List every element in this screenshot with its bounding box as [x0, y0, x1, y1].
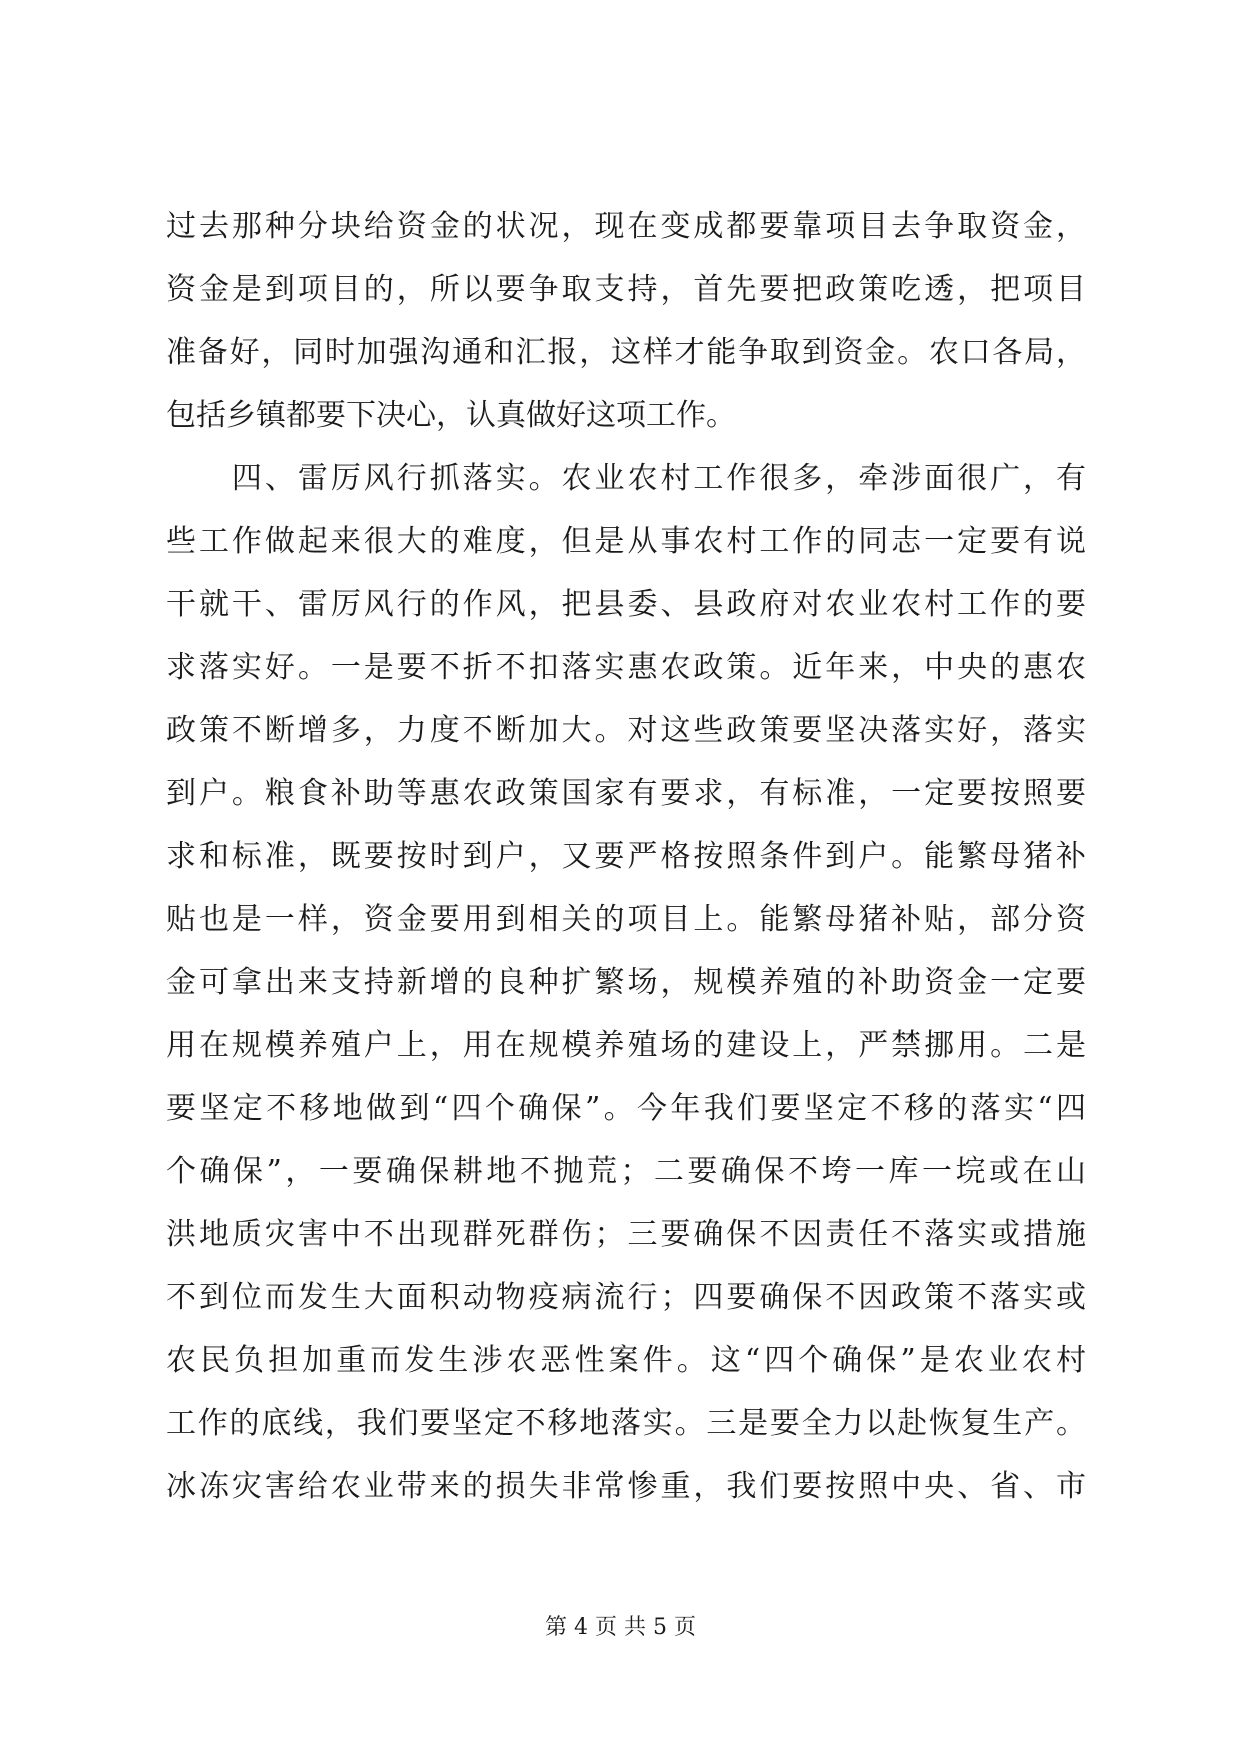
text-line: 金可拿出来支持新增的良种扩繁场，规模养殖的补助资金一定要 [166, 965, 1086, 1000]
text-line: 求和标准，既要按时到户，又要严格按照条件到户。能繁母猪补 [166, 839, 1086, 874]
text-line: 个确保”，一要确保耕地不抛荒；二要确保不垮一库一垸或在山 [166, 1154, 1086, 1189]
text-line: 贴也是一样，资金要用到相关的项目上。能繁母猪补贴，部分资 [166, 902, 1086, 937]
text-line: 求落实好。一是要不折不扣落实惠农政策。近年来，中央的惠农 [166, 650, 1086, 685]
text-line: 政策不断增多，力度不断加大。对这些政策要坚决落实好，落实 [166, 713, 1086, 748]
text-line: 洪地质灾害中不出现群死群伤；三要确保不因责任不落实或措施 [166, 1217, 1086, 1252]
page-number-label: 第 4 页 共 5 页 [545, 1615, 696, 1640]
text-line: 资金是到项目的，所以要争取支持，首先要把政策吃透，把项目 [166, 272, 1086, 307]
text-line: 冰冻灾害给农业带来的损失非常惨重，我们要按照中央、省、市 [166, 1469, 1086, 1504]
text-line: 不到位而发生大面积动物疫病流行；四要确保不因政策不落实或 [166, 1280, 1086, 1315]
text-line: 些工作做起来很大的难度，但是从事农村工作的同志一定要有说 [166, 524, 1086, 559]
text-line: 到户。粮食补助等惠农政策国家有要求，有标准，一定要按照要 [166, 776, 1086, 811]
text-line: 准备好，同时加强沟通和汇报，这样才能争取到资金。农口各局， [166, 335, 1086, 370]
text-line: 农民负担加重而发生涉农恶性案件。这“四个确保”是农业农村 [166, 1343, 1086, 1378]
text-line: 工作的底线，我们要坚定不移地落实。三是要全力以赴恢复生产。 [166, 1406, 1086, 1441]
text-line: 用在规模养殖户上，用在规模养殖场的建设上，严禁挪用。二是 [166, 1028, 1086, 1063]
body-text [166, 195, 1086, 1518]
text-line: 包括乡镇都要下决心，认真做好这项工作。 [166, 398, 736, 433]
text-line: 四、雷厉风行抓落实。农业农村工作很多，牵涉面很广，有 [166, 461, 1086, 496]
page-footer [0, 1610, 1241, 1641]
text-line: 要坚定不移地做到“四个确保”。今年我们要坚定不移的落实“四 [166, 1091, 1086, 1126]
text-line: 过去那种分块给资金的状况，现在变成都要靠项目去争取资金， [166, 209, 1086, 244]
text-line: 干就干、雷厉风行的作风，把县委、县政府对农业农村工作的要 [166, 587, 1086, 622]
